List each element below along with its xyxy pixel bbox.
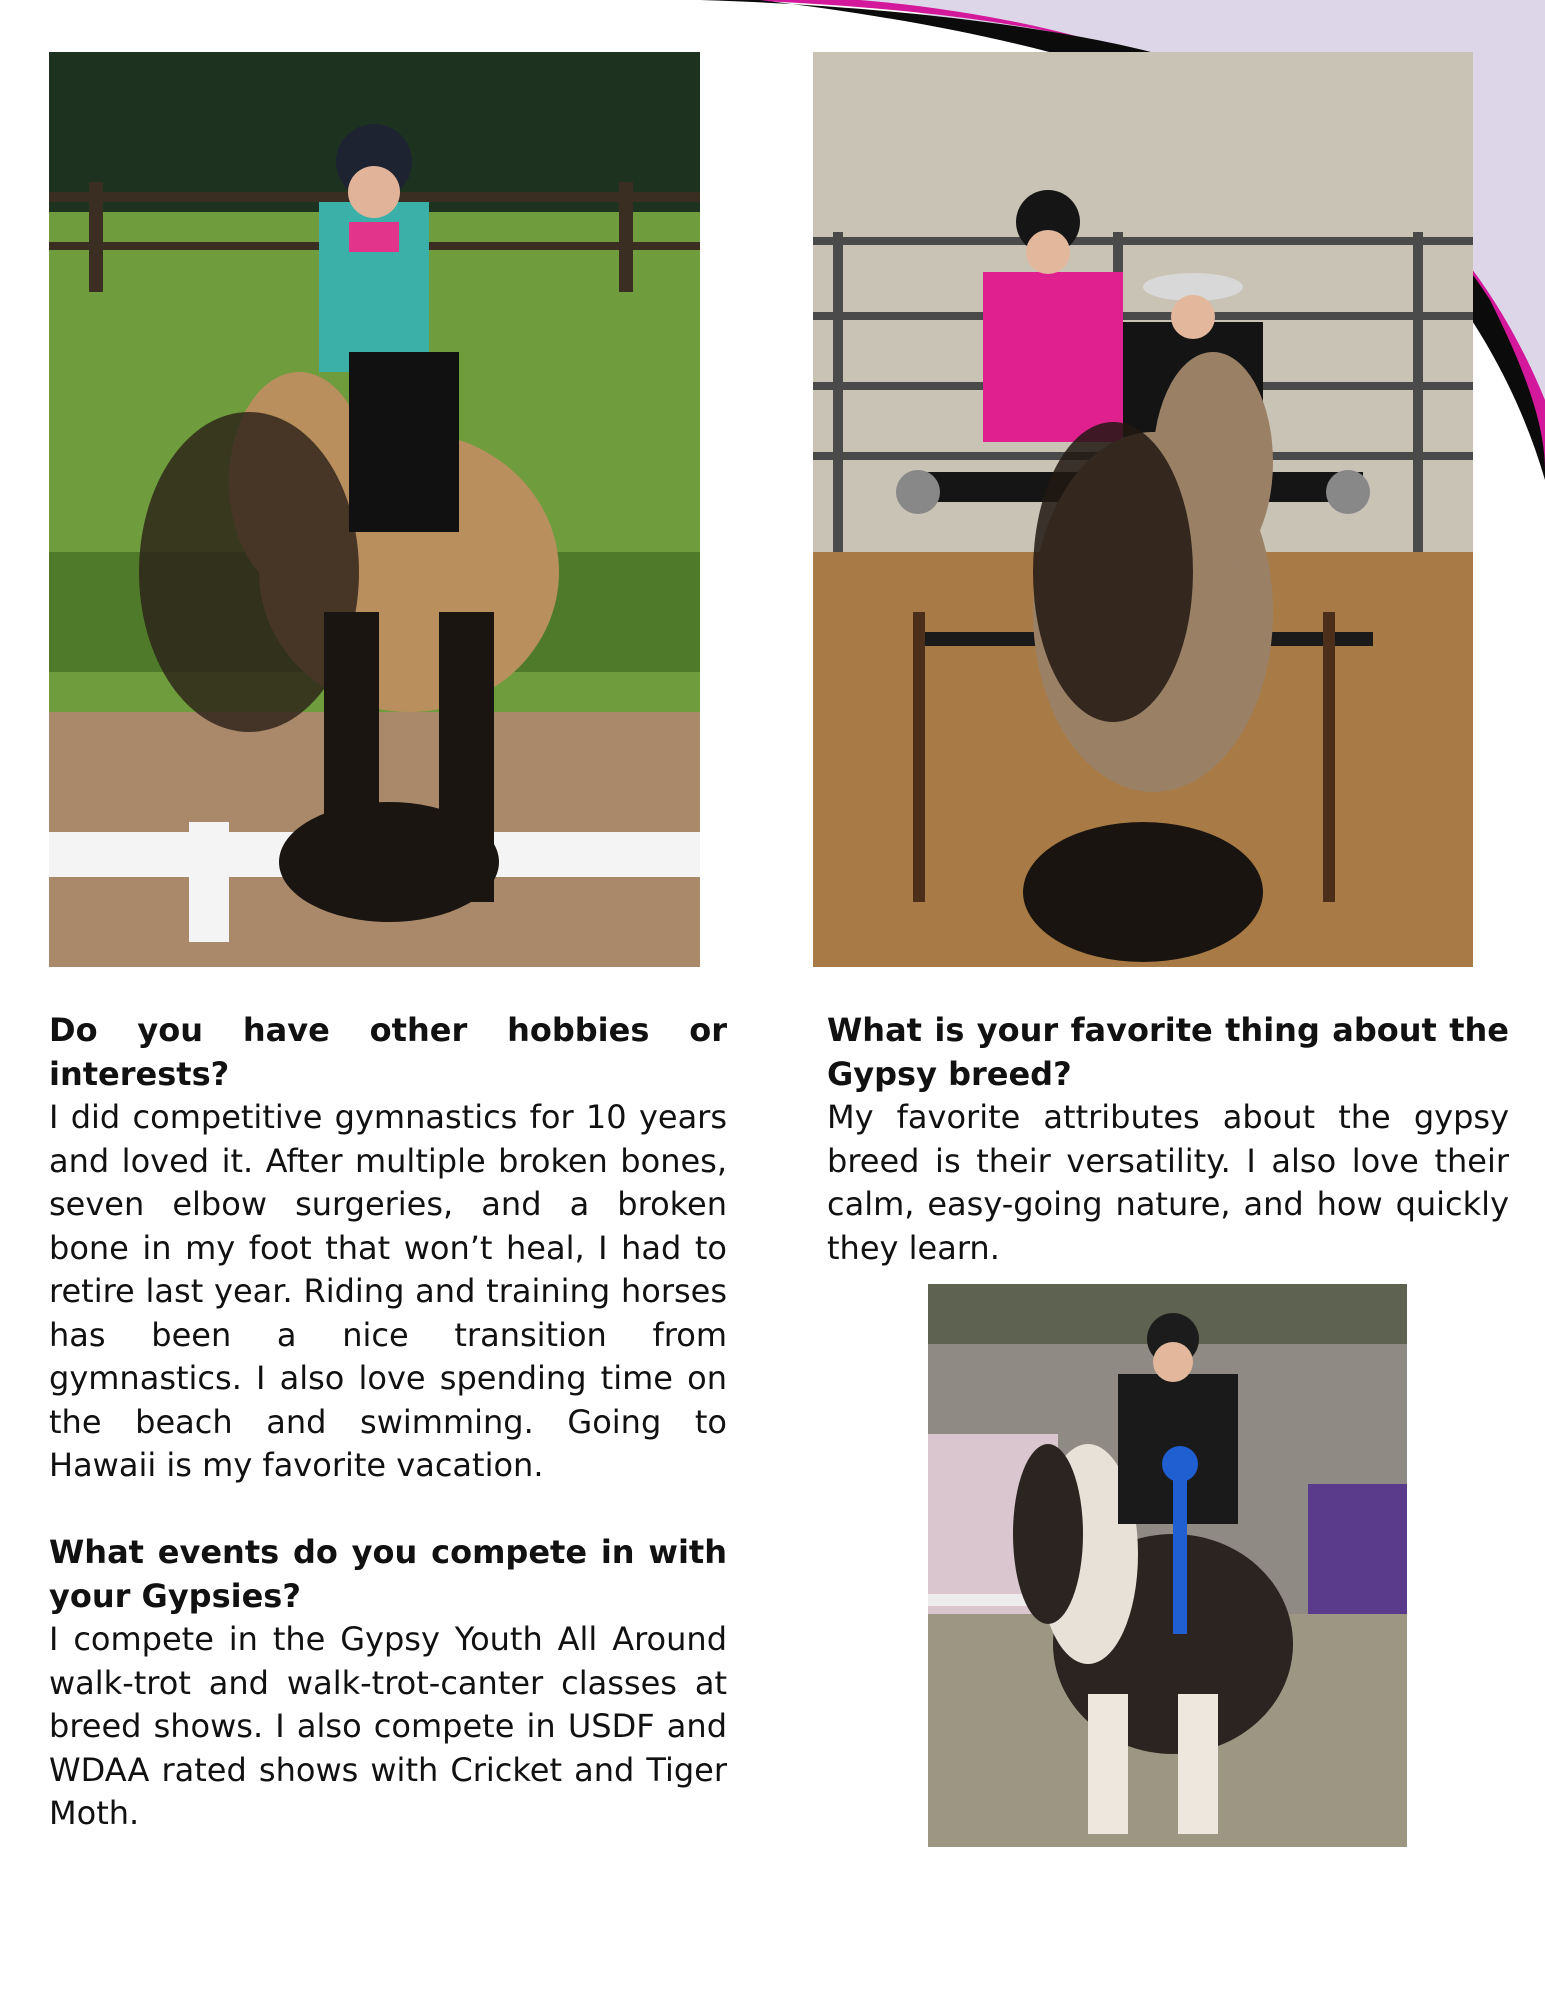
question-events: What events do you compete in with your Gypsies? <box>49 1533 727 1615</box>
paragraph-gap <box>49 1488 727 1532</box>
left-text-column <box>49 1009 727 1836</box>
carriage-driving-photo <box>813 52 1473 967</box>
question-hobbies: Do you have other hobbies or interests? <box>49 1011 727 1093</box>
answer-events: I compete in the Gypsy Youth All Around walk-trot and walk-trot-canter classes at breed shows. I also compete in USDF and WDAA rated shows with Cricket and Tiger Moth. <box>49 1620 727 1832</box>
answer-favorite-thing: My favorite attributes about the gypsy breed is their versatility. I also love their calm, easy-going nature, and how quickly they learn. <box>827 1098 1509 1267</box>
question-favorite-thing: What is your favorite thing about the Gypsy breed? <box>827 1011 1509 1093</box>
rider-buckskin-horse-photo <box>49 52 700 967</box>
rider-ribbon-pinto-horse-photo <box>928 1284 1407 1847</box>
right-text-column <box>827 1009 1509 1270</box>
answer-hobbies: I did competitive gymnastics for 10 years and loved it. After multiple broken bones, seven elbow surgeries, and a broken bone in my foot that won’t heal, I had to retire last year. Riding and training horses has been a nice transition from gymnastics. I also love spending time on the beach and swimming. Going to Hawaii is my favorite vacation. <box>49 1098 727 1484</box>
